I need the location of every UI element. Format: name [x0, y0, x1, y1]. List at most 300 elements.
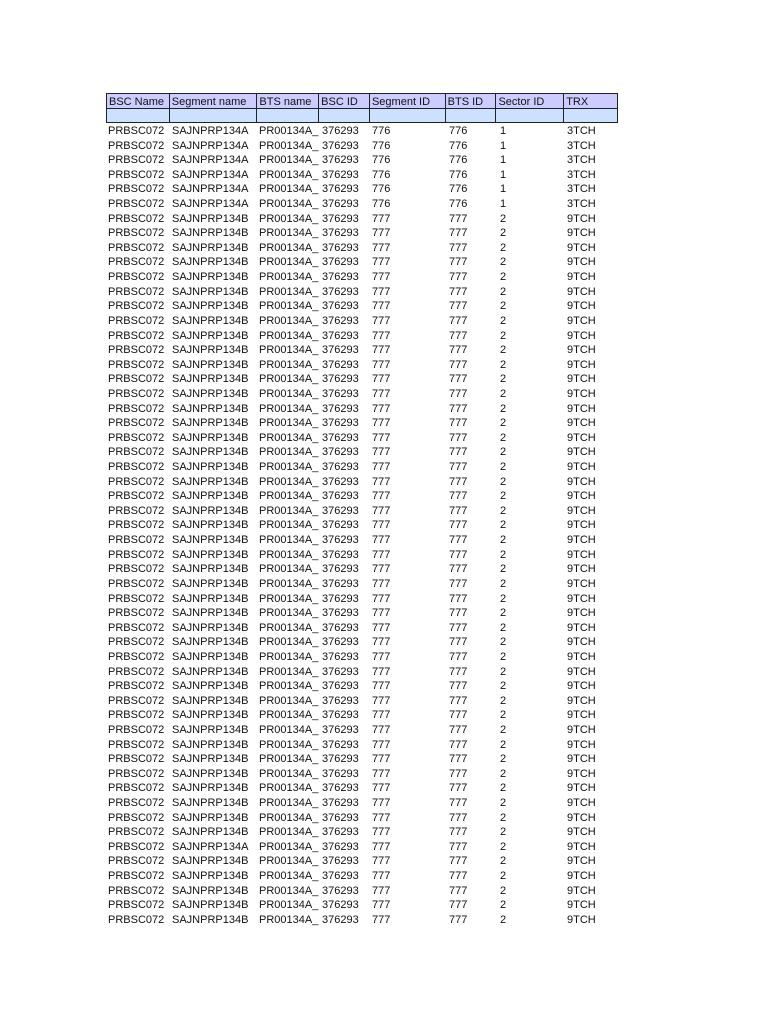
- bts-name-cell[interactable]: PR00134A_: [259, 753, 319, 766]
- bsc-id-cell[interactable]: 376293: [322, 329, 359, 342]
- trx-cell[interactable]: 9TCH: [567, 826, 596, 839]
- bsc-name-cell[interactable]: PRBSC072: [108, 417, 165, 430]
- segment-id-cell[interactable]: 777: [372, 840, 391, 853]
- bts-id-cell[interactable]: 776: [449, 125, 468, 137]
- bts-id-cell[interactable]: 777: [449, 285, 468, 298]
- trx-cell[interactable]: 3TCH: [567, 139, 596, 152]
- segment-name-cell[interactable]: SAJNPRP134B: [172, 314, 249, 327]
- segment-id-cell[interactable]: 777: [372, 577, 391, 590]
- bts-name-cell[interactable]: PR00134A_: [259, 358, 319, 371]
- table-row[interactable]: [106, 694, 618, 709]
- trx-cell[interactable]: 9TCH: [567, 738, 596, 751]
- segment-name-cell[interactable]: SAJNPRP134B: [172, 621, 249, 634]
- table-row[interactable]: [106, 781, 618, 796]
- bsc-name-cell[interactable]: PRBSC072: [108, 314, 165, 327]
- sector-id-cell[interactable]: 2: [500, 811, 507, 824]
- table-row[interactable]: [106, 255, 618, 270]
- sector-id-cell[interactable]: 2: [500, 431, 507, 444]
- sector-id-cell[interactable]: 2: [500, 256, 507, 269]
- trx-cell[interactable]: 9TCH: [567, 899, 596, 912]
- table-row[interactable]: [106, 738, 618, 753]
- segment-id-cell[interactable]: 777: [372, 826, 391, 839]
- bts-id-cell[interactable]: 777: [449, 592, 468, 605]
- segment-id-cell[interactable]: 777: [372, 461, 391, 474]
- bts-id-cell[interactable]: 777: [449, 373, 468, 386]
- bsc-name-cell[interactable]: PRBSC072: [108, 548, 165, 561]
- table-row[interactable]: [106, 343, 618, 358]
- segment-id-cell[interactable]: 777: [372, 811, 391, 824]
- bts-name-cell[interactable]: PR00134A_: [259, 344, 319, 357]
- trx-cell[interactable]: 9TCH: [567, 475, 596, 488]
- bsc-name-cell[interactable]: PRBSC072: [108, 680, 165, 693]
- bsc-id-cell[interactable]: 376293: [322, 709, 359, 722]
- bsc-id-cell[interactable]: 376293: [322, 154, 359, 167]
- bts-id-cell[interactable]: 777: [449, 782, 468, 795]
- bsc-id-cell[interactable]: 376293: [322, 212, 359, 225]
- bts-id-cell[interactable]: 777: [449, 402, 468, 415]
- bts-name-cell[interactable]: PR00134A_: [259, 198, 319, 211]
- table-row[interactable]: [106, 168, 618, 183]
- bsc-name-cell[interactable]: PRBSC072: [108, 373, 165, 386]
- column-header-trx[interactable]: TRX: [566, 96, 589, 108]
- trx-cell[interactable]: 9TCH: [567, 811, 596, 824]
- segment-id-cell[interactable]: 777: [372, 607, 391, 620]
- segment-name-cell[interactable]: SAJNPRP134A: [172, 139, 249, 152]
- bsc-id-cell[interactable]: 376293: [322, 753, 359, 766]
- segment-name-cell[interactable]: SAJNPRP134B: [172, 753, 249, 766]
- column-header-bts-name[interactable]: BTS name: [257, 94, 319, 108]
- bsc-name-cell[interactable]: PRBSC072: [108, 387, 165, 400]
- segment-name-cell[interactable]: SAJNPRP134B: [172, 285, 249, 298]
- segment-name-cell[interactable]: SAJNPRP134B: [172, 490, 249, 503]
- trx-cell[interactable]: 9TCH: [567, 227, 596, 240]
- bsc-id-cell[interactable]: 376293: [322, 314, 359, 327]
- segment-name-cell[interactable]: SAJNPRP134B: [172, 738, 249, 751]
- bsc-id-cell[interactable]: 376293: [322, 592, 359, 605]
- bsc-name-cell[interactable]: PRBSC072: [108, 913, 165, 926]
- bsc-id-cell[interactable]: 376293: [322, 767, 359, 780]
- segment-name-cell[interactable]: SAJNPRP134B: [172, 271, 249, 284]
- bsc-id-cell[interactable]: 376293: [322, 665, 359, 678]
- trx-cell[interactable]: 9TCH: [567, 314, 596, 327]
- bts-id-cell[interactable]: 777: [449, 475, 468, 488]
- segment-id-cell[interactable]: 777: [372, 285, 391, 298]
- bts-id-cell[interactable]: 777: [449, 709, 468, 722]
- table-row[interactable]: [106, 285, 618, 300]
- segment-id-cell[interactable]: 776: [372, 125, 391, 137]
- table-row[interactable]: [106, 884, 618, 899]
- bsc-id-cell[interactable]: 376293: [322, 256, 359, 269]
- segment-id-cell[interactable]: 777: [372, 519, 391, 532]
- bts-id-cell[interactable]: 777: [449, 899, 468, 912]
- segment-id-cell[interactable]: 777: [372, 300, 391, 313]
- bts-id-cell[interactable]: 777: [449, 241, 468, 254]
- bsc-name-cell[interactable]: PRBSC072: [108, 475, 165, 488]
- trx-cell[interactable]: 9TCH: [567, 840, 596, 853]
- bts-id-cell[interactable]: 777: [449, 344, 468, 357]
- filter-cell[interactable]: [107, 109, 170, 122]
- trx-cell[interactable]: 9TCH: [567, 256, 596, 269]
- bsc-id-cell[interactable]: 376293: [322, 723, 359, 736]
- trx-cell[interactable]: 9TCH: [567, 709, 596, 722]
- table-row[interactable]: [106, 854, 618, 869]
- sector-id-cell[interactable]: 2: [500, 358, 507, 371]
- bsc-id-cell[interactable]: 376293: [322, 738, 359, 751]
- sector-id-cell[interactable]: 2: [500, 621, 507, 634]
- column-header-bts-id[interactable]: BTS ID: [446, 94, 497, 108]
- segment-name-cell[interactable]: SAJNPRP134B: [172, 665, 249, 678]
- table-row[interactable]: [106, 124, 618, 139]
- sector-id-cell[interactable]: 2: [500, 709, 507, 722]
- trx-cell[interactable]: 9TCH: [567, 767, 596, 780]
- bts-id-cell[interactable]: 776: [449, 154, 468, 167]
- sector-id-cell[interactable]: 2: [500, 241, 507, 254]
- bsc-id-cell[interactable]: 376293: [322, 475, 359, 488]
- segment-name-cell[interactable]: SAJNPRP134B: [172, 913, 249, 926]
- table-row[interactable]: [106, 708, 618, 723]
- bsc-name-cell[interactable]: PRBSC072: [108, 212, 165, 225]
- bsc-name-cell[interactable]: PRBSC072: [108, 870, 165, 883]
- bsc-id-cell[interactable]: 376293: [322, 285, 359, 298]
- bts-name-cell[interactable]: PR00134A_: [259, 227, 319, 240]
- segment-name-cell[interactable]: SAJNPRP134B: [172, 797, 249, 810]
- sector-id-cell[interactable]: 2: [500, 373, 507, 386]
- table-row[interactable]: [106, 752, 618, 767]
- trx-cell[interactable]: 9TCH: [567, 431, 596, 444]
- bsc-id-cell[interactable]: 376293: [322, 884, 359, 897]
- bsc-name-cell[interactable]: PRBSC072: [108, 227, 165, 240]
- bts-id-cell[interactable]: 777: [449, 767, 468, 780]
- bts-name-cell[interactable]: PR00134A_: [259, 417, 319, 430]
- segment-id-cell[interactable]: 777: [372, 913, 391, 926]
- bts-name-cell[interactable]: PR00134A_: [259, 256, 319, 269]
- bsc-name-cell[interactable]: PRBSC072: [108, 300, 165, 313]
- bsc-id-cell[interactable]: 376293: [322, 534, 359, 547]
- sector-id-cell[interactable]: 1: [500, 198, 507, 211]
- bts-id-cell[interactable]: 777: [449, 680, 468, 693]
- segment-id-cell[interactable]: 777: [372, 373, 391, 386]
- sector-id-cell[interactable]: 2: [500, 592, 507, 605]
- sector-id-cell[interactable]: 2: [500, 402, 507, 415]
- sector-id-cell[interactable]: 2: [500, 782, 507, 795]
- segment-id-cell[interactable]: 777: [372, 446, 391, 459]
- bts-id-cell[interactable]: 777: [449, 256, 468, 269]
- segment-id-cell[interactable]: 777: [372, 256, 391, 269]
- table-row[interactable]: [106, 840, 618, 855]
- bts-name-cell[interactable]: PR00134A_: [259, 665, 319, 678]
- table-row[interactable]: [106, 475, 618, 490]
- table-row[interactable]: [106, 898, 618, 913]
- bsc-name-cell[interactable]: PRBSC072: [108, 431, 165, 444]
- bts-id-cell[interactable]: 777: [449, 870, 468, 883]
- bts-id-cell[interactable]: 777: [449, 607, 468, 620]
- sector-id-cell[interactable]: 2: [500, 285, 507, 298]
- bts-name-cell[interactable]: PR00134A_: [259, 329, 319, 342]
- table-row[interactable]: [106, 431, 618, 446]
- table-row[interactable]: [106, 489, 618, 504]
- segment-name-cell[interactable]: SAJNPRP134B: [172, 563, 249, 576]
- segment-id-cell[interactable]: 777: [372, 344, 391, 357]
- sector-id-cell[interactable]: 2: [500, 855, 507, 868]
- bsc-id-cell[interactable]: 376293: [322, 913, 359, 926]
- trx-cell[interactable]: 9TCH: [567, 329, 596, 342]
- sector-id-cell[interactable]: 2: [500, 753, 507, 766]
- bsc-name-cell[interactable]: PRBSC072: [108, 899, 165, 912]
- segment-name-cell[interactable]: SAJNPRP134B: [172, 344, 249, 357]
- bsc-id-cell[interactable]: 376293: [322, 577, 359, 590]
- segment-id-cell[interactable]: 777: [372, 534, 391, 547]
- bts-name-cell[interactable]: PR00134A_: [259, 314, 319, 327]
- bsc-id-cell[interactable]: 376293: [322, 694, 359, 707]
- trx-cell[interactable]: 9TCH: [567, 870, 596, 883]
- table-row[interactable]: [106, 226, 618, 241]
- table-row[interactable]: [106, 606, 618, 621]
- bts-id-cell[interactable]: 777: [449, 461, 468, 474]
- bsc-id-cell[interactable]: 376293: [322, 797, 359, 810]
- bsc-id-cell[interactable]: 376293: [322, 548, 359, 561]
- bts-id-cell[interactable]: 776: [449, 183, 468, 196]
- bsc-name-cell[interactable]: PRBSC072: [108, 738, 165, 751]
- bts-id-cell[interactable]: 777: [449, 694, 468, 707]
- segment-id-cell[interactable]: 777: [372, 636, 391, 649]
- bsc-name-cell[interactable]: PRBSC072: [108, 358, 165, 371]
- bts-name-cell[interactable]: PR00134A_: [259, 738, 319, 751]
- table-row[interactable]: [106, 825, 618, 840]
- bts-name-cell[interactable]: PR00134A_: [259, 285, 319, 298]
- bsc-name-cell[interactable]: PRBSC072: [108, 154, 165, 167]
- bsc-name-cell[interactable]: PRBSC072: [108, 840, 165, 853]
- column-header-segment-id[interactable]: Segment ID: [370, 94, 446, 108]
- bts-name-cell[interactable]: PR00134A_: [259, 300, 319, 313]
- trx-cell[interactable]: 9TCH: [567, 621, 596, 634]
- segment-name-cell[interactable]: SAJNPRP134B: [172, 709, 249, 722]
- sector-id-cell[interactable]: 2: [500, 534, 507, 547]
- segment-name-cell[interactable]: SAJNPRP134B: [172, 767, 249, 780]
- bsc-id-cell[interactable]: 376293: [322, 855, 359, 868]
- filter-cell[interactable]: [319, 109, 370, 122]
- bsc-id-cell[interactable]: 376293: [322, 139, 359, 152]
- bsc-name-cell[interactable]: PRBSC072: [108, 183, 165, 196]
- sector-id-cell[interactable]: 2: [500, 344, 507, 357]
- bts-id-cell[interactable]: 777: [449, 913, 468, 926]
- table-row[interactable]: [106, 182, 618, 197]
- trx-cell[interactable]: 9TCH: [567, 723, 596, 736]
- bsc-id-cell[interactable]: 376293: [322, 899, 359, 912]
- bts-id-cell[interactable]: 777: [449, 884, 468, 897]
- segment-id-cell[interactable]: 777: [372, 271, 391, 284]
- segment-id-cell[interactable]: 777: [372, 431, 391, 444]
- segment-id-cell[interactable]: 777: [372, 709, 391, 722]
- sector-id-cell[interactable]: 2: [500, 636, 507, 649]
- bsc-id-cell[interactable]: 376293: [322, 431, 359, 444]
- bts-name-cell[interactable]: PR00134A_: [259, 650, 319, 663]
- segment-id-cell[interactable]: 776: [372, 154, 391, 167]
- trx-cell[interactable]: 9TCH: [567, 782, 596, 795]
- bts-name-cell[interactable]: PR00134A_: [259, 271, 319, 284]
- trx-cell[interactable]: 9TCH: [567, 607, 596, 620]
- bts-id-cell[interactable]: 777: [449, 387, 468, 400]
- table-row[interactable]: [106, 562, 618, 577]
- segment-name-cell[interactable]: SAJNPRP134B: [172, 650, 249, 663]
- bts-id-cell[interactable]: 777: [449, 227, 468, 240]
- trx-cell[interactable]: 9TCH: [567, 504, 596, 517]
- bsc-name-cell[interactable]: PRBSC072: [108, 694, 165, 707]
- trx-cell[interactable]: 9TCH: [567, 680, 596, 693]
- bts-name-cell[interactable]: PR00134A_: [259, 680, 319, 693]
- bsc-id-cell[interactable]: 376293: [322, 168, 359, 181]
- segment-id-cell[interactable]: 777: [372, 227, 391, 240]
- segment-name-cell[interactable]: SAJNPRP134B: [172, 402, 249, 415]
- trx-cell[interactable]: 9TCH: [567, 358, 596, 371]
- bsc-name-cell[interactable]: PRBSC072: [108, 826, 165, 839]
- bsc-name-cell[interactable]: PRBSC072: [108, 446, 165, 459]
- segment-name-cell[interactable]: SAJNPRP134B: [172, 899, 249, 912]
- trx-cell[interactable]: 9TCH: [567, 285, 596, 298]
- bts-name-cell[interactable]: PR00134A_: [259, 534, 319, 547]
- bsc-id-cell[interactable]: 376293: [322, 607, 359, 620]
- table-row[interactable]: [106, 665, 618, 680]
- table-row[interactable]: [106, 913, 618, 928]
- bsc-name-cell[interactable]: PRBSC072: [108, 782, 165, 795]
- bsc-id-cell[interactable]: 376293: [322, 870, 359, 883]
- table-row[interactable]: [106, 592, 618, 607]
- bsc-id-cell[interactable]: 376293: [322, 811, 359, 824]
- segment-name-cell[interactable]: SAJNPRP134B: [172, 475, 249, 488]
- bts-name-cell[interactable]: PR00134A_: [259, 913, 319, 926]
- sector-id-cell[interactable]: 2: [500, 899, 507, 912]
- segment-name-cell[interactable]: SAJNPRP134B: [172, 694, 249, 707]
- segment-name-cell[interactable]: SAJNPRP134B: [172, 534, 249, 547]
- segment-name-cell[interactable]: SAJNPRP134B: [172, 329, 249, 342]
- bts-id-cell[interactable]: 777: [449, 636, 468, 649]
- bts-name-cell[interactable]: PR00134A_: [259, 563, 319, 576]
- sector-id-cell[interactable]: 2: [500, 519, 507, 532]
- segment-name-cell[interactable]: SAJNPRP134A: [172, 125, 249, 137]
- bts-id-cell[interactable]: 777: [449, 650, 468, 663]
- bsc-id-cell[interactable]: 376293: [322, 125, 359, 137]
- trx-cell[interactable]: 9TCH: [567, 592, 596, 605]
- segment-id-cell[interactable]: 777: [372, 723, 391, 736]
- table-row[interactable]: [106, 299, 618, 314]
- table-row[interactable]: [106, 548, 618, 563]
- bsc-name-cell[interactable]: PRBSC072: [108, 139, 165, 152]
- table-row[interactable]: [106, 650, 618, 665]
- bts-id-cell[interactable]: 777: [449, 840, 468, 853]
- bts-id-cell[interactable]: 777: [449, 212, 468, 225]
- sector-id-cell[interactable]: 2: [500, 884, 507, 897]
- segment-id-cell[interactable]: 777: [372, 782, 391, 795]
- bts-id-cell[interactable]: 776: [449, 168, 468, 181]
- trx-cell[interactable]: 9TCH: [567, 753, 596, 766]
- bsc-name-cell[interactable]: PRBSC072: [108, 884, 165, 897]
- sector-id-cell[interactable]: 2: [500, 475, 507, 488]
- segment-name-cell[interactable]: SAJNPRP134B: [172, 358, 249, 371]
- trx-cell[interactable]: 9TCH: [567, 446, 596, 459]
- table-row[interactable]: [106, 767, 618, 782]
- segment-name-cell[interactable]: SAJNPRP134B: [172, 300, 249, 313]
- segment-name-cell[interactable]: SAJNPRP134B: [172, 636, 249, 649]
- sector-id-cell[interactable]: 2: [500, 490, 507, 503]
- sector-id-cell[interactable]: 1: [500, 125, 507, 137]
- bts-id-cell[interactable]: 777: [449, 504, 468, 517]
- segment-id-cell[interactable]: 777: [372, 417, 391, 430]
- bsc-id-cell[interactable]: 376293: [322, 373, 359, 386]
- segment-name-cell[interactable]: SAJNPRP134B: [172, 870, 249, 883]
- segment-id-cell[interactable]: 777: [372, 738, 391, 751]
- bsc-name-cell[interactable]: PRBSC072: [108, 461, 165, 474]
- sector-id-cell[interactable]: 2: [500, 577, 507, 590]
- bts-name-cell[interactable]: PR00134A_: [259, 519, 319, 532]
- trx-cell[interactable]: 9TCH: [567, 665, 596, 678]
- sector-id-cell[interactable]: 2: [500, 738, 507, 751]
- table-row[interactable]: [106, 212, 618, 227]
- bsc-id-cell[interactable]: 376293: [322, 300, 359, 313]
- segment-name-cell[interactable]: SAJNPRP134B: [172, 461, 249, 474]
- segment-name-cell[interactable]: SAJNPRP134B: [172, 256, 249, 269]
- bsc-name-cell[interactable]: PRBSC072: [108, 490, 165, 503]
- segment-name-cell[interactable]: SAJNPRP134B: [172, 884, 249, 897]
- sector-id-cell[interactable]: 2: [500, 227, 507, 240]
- bts-name-cell[interactable]: PR00134A_: [259, 168, 319, 181]
- bts-name-cell[interactable]: PR00134A_: [259, 723, 319, 736]
- table-row[interactable]: [106, 153, 618, 168]
- sector-id-cell[interactable]: 2: [500, 665, 507, 678]
- bts-name-cell[interactable]: PR00134A_: [259, 636, 319, 649]
- trx-cell[interactable]: 9TCH: [567, 402, 596, 415]
- bsc-id-cell[interactable]: 376293: [322, 358, 359, 371]
- table-row[interactable]: [106, 329, 618, 344]
- table-row[interactable]: [106, 197, 618, 212]
- sector-id-cell[interactable]: 2: [500, 387, 507, 400]
- bts-id-cell[interactable]: 777: [449, 548, 468, 561]
- segment-name-cell[interactable]: SAJNPRP134A: [172, 154, 249, 167]
- trx-cell[interactable]: 9TCH: [567, 884, 596, 897]
- trx-cell[interactable]: 9TCH: [567, 490, 596, 503]
- bsc-name-cell[interactable]: PRBSC072: [108, 402, 165, 415]
- bsc-id-cell[interactable]: 376293: [322, 621, 359, 634]
- bts-name-cell[interactable]: PR00134A_: [259, 402, 319, 415]
- bsc-name-cell[interactable]: PRBSC072: [108, 563, 165, 576]
- bts-id-cell[interactable]: 777: [449, 417, 468, 430]
- bts-name-cell[interactable]: PR00134A_: [259, 548, 319, 561]
- bts-name-cell[interactable]: PR00134A_: [259, 782, 319, 795]
- table-row[interactable]: [106, 445, 618, 460]
- segment-name-cell[interactable]: SAJNPRP134B: [172, 373, 249, 386]
- segment-name-cell[interactable]: SAJNPRP134B: [172, 592, 249, 605]
- segment-name-cell[interactable]: SAJNPRP134B: [172, 227, 249, 240]
- segment-name-cell[interactable]: SAJNPRP134B: [172, 826, 249, 839]
- sector-id-cell[interactable]: 2: [500, 417, 507, 430]
- sector-id-cell[interactable]: 2: [500, 461, 507, 474]
- bts-name-cell[interactable]: PR00134A_: [259, 125, 319, 137]
- segment-id-cell[interactable]: 777: [372, 694, 391, 707]
- bts-id-cell[interactable]: 776: [449, 139, 468, 152]
- table-row[interactable]: [106, 533, 618, 548]
- table-row[interactable]: [106, 416, 618, 431]
- segment-id-cell[interactable]: 776: [372, 198, 391, 211]
- trx-cell[interactable]: 9TCH: [567, 387, 596, 400]
- segment-id-cell[interactable]: 777: [372, 329, 391, 342]
- bts-name-cell[interactable]: PR00134A_: [259, 139, 319, 152]
- bsc-name-cell[interactable]: PRBSC072: [108, 855, 165, 868]
- trx-cell[interactable]: 3TCH: [567, 154, 596, 167]
- bts-id-cell[interactable]: 777: [449, 271, 468, 284]
- segment-name-cell[interactable]: SAJNPRP134B: [172, 680, 249, 693]
- bsc-id-cell[interactable]: 376293: [322, 271, 359, 284]
- filter-cell[interactable]: [257, 109, 319, 122]
- bsc-id-cell[interactable]: 376293: [322, 417, 359, 430]
- trx-cell[interactable]: 9TCH: [567, 373, 596, 386]
